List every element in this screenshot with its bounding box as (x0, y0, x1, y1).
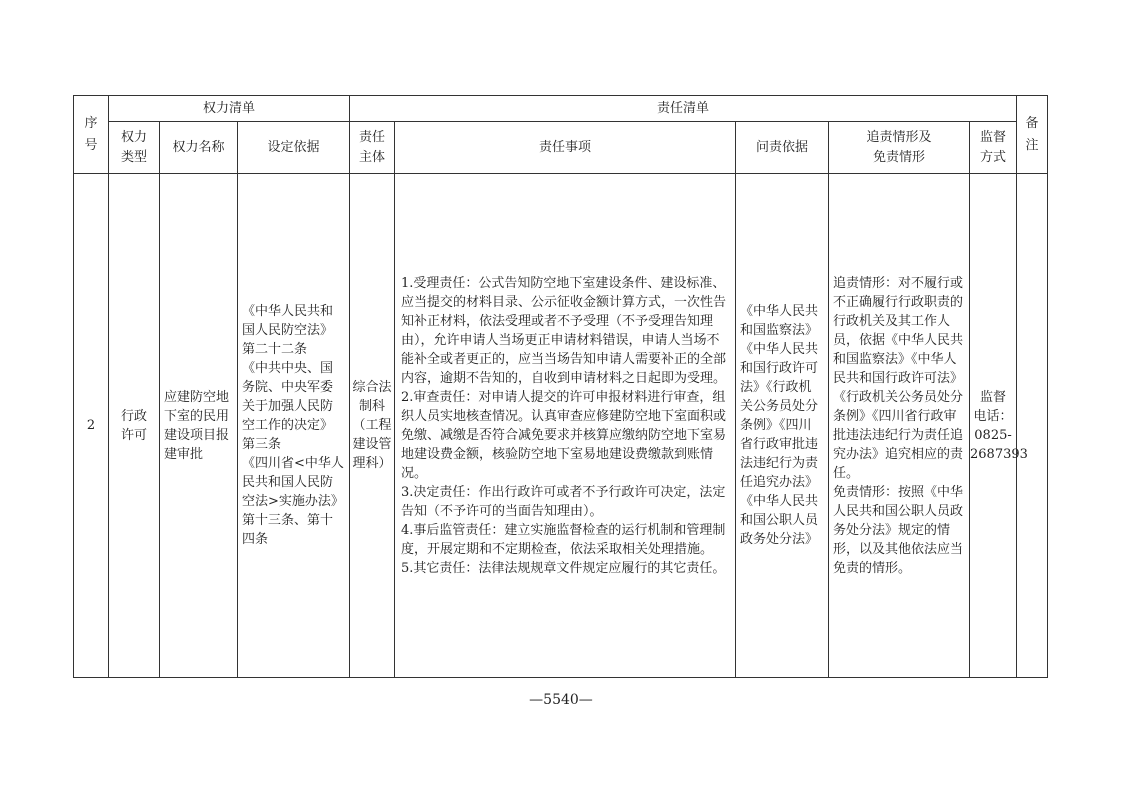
duty-item: 5.其它责任：法律法规规章文件规定应履行的其它责任。 (401, 560, 726, 576)
row-remark (1017, 174, 1048, 678)
header-accountability-basis: 问责依据 (736, 122, 829, 174)
header-resp-subject: 责任主体 (350, 122, 395, 174)
duty-item: 1.受理责任：公式告知防空地下室建设条件、建设标准、应当提交的材料目录、公示征收金额计算方式，一次性告知补正材料，依法受理或者不予受理（不予受理告知理由），允许申请人当场更正申请材料错误，申请人当场不能补全或者更正的，应当当场告知申请人需要补正的全部内容，逾期不告知的，自收到申请材料之日起即为受理。 (401, 275, 727, 386)
basis-item: 《中华人民共和国人民防空法》第二十二条 (242, 304, 334, 357)
case-item: 免责情形：按照《中华人民共和国公职人员政务处分法》规定的情形，以及其他依法应当免责的情形。 (833, 484, 964, 576)
responsibility-table (73, 95, 1048, 678)
header-power-type: 权力类型 (109, 122, 160, 174)
duty-item: 4.事后监管责任：建立实施监督检查的运行机制和管理制度，开展定期和不定期检查，依法采取相关处理措施。 (401, 522, 726, 557)
header-basis: 设定依据 (238, 122, 350, 174)
header-power-list: 权力清单 (109, 96, 350, 122)
duty-item: 2.审查责任：对申请人提交的许可申报材料进行审查，组织人员实地核查情况。认真审查应修建防空地下室面积或免缴、减缴是否符合减免要求并核算应缴纳防空地下室易地建设费金额，核验防空地下室易地建设费缴款到账情况。 (401, 389, 727, 481)
header-power-name: 权力名称 (160, 122, 238, 174)
page-number: —5540— (529, 692, 593, 708)
row-supervision: 监督 电话： 0825- 2687393 (970, 174, 1017, 678)
header-responsibility-list: 责任清单 (350, 96, 1017, 122)
header-supervision: 监督方式 (970, 122, 1017, 174)
case-item: 追责情形：对不履行或不正确履行行政职责的行政机关及其工作人员，依据《中华人民共和国监察法》《中华人民共和国行政许可法》《行政机关公务员处分条例》《四川省行政审批违法违纪行为责任追究办法》追究相应的责任。 (833, 275, 964, 481)
header-resp-items: 责任事项 (395, 122, 736, 174)
row-seq: 2 (74, 174, 109, 678)
duty-item: 3.决定责任：作出行政许可或者不予行政许可决定，法定告知（不予许可的当面告知理由）。 (401, 484, 726, 519)
row-basis (238, 174, 350, 678)
row-power-name: 应建防空地下室的民用建设项目报建审批 (160, 174, 238, 678)
row-accountability-cases (829, 174, 970, 678)
row-duties (395, 174, 736, 678)
row-power-type: 行政许可 (109, 174, 160, 678)
basis-item: 《中共中央、国务院、中央军委关于加强人民防空工作的决定》第三条 (242, 361, 334, 452)
basis-item: 《四川省<中华人民共和国人民防空法>实施办法》第十三条、第十四条 (242, 456, 344, 547)
row-subject: 综合法制科（工程建设管理科） (350, 174, 395, 678)
header-accountability-cases: 追责情形及免责情形 (829, 122, 970, 174)
row-accountability-basis: 《中华人民共和国监察法》《中华人民共和国行政许可法》《行政机关公务员处分条例》《四川省行政审批违法违纪行为责任追究办法》《中华人民共和国公职人员政务处分法》 (736, 174, 829, 678)
header-seq: 序号 (74, 96, 109, 174)
header-remark: 备注 (1017, 96, 1048, 174)
